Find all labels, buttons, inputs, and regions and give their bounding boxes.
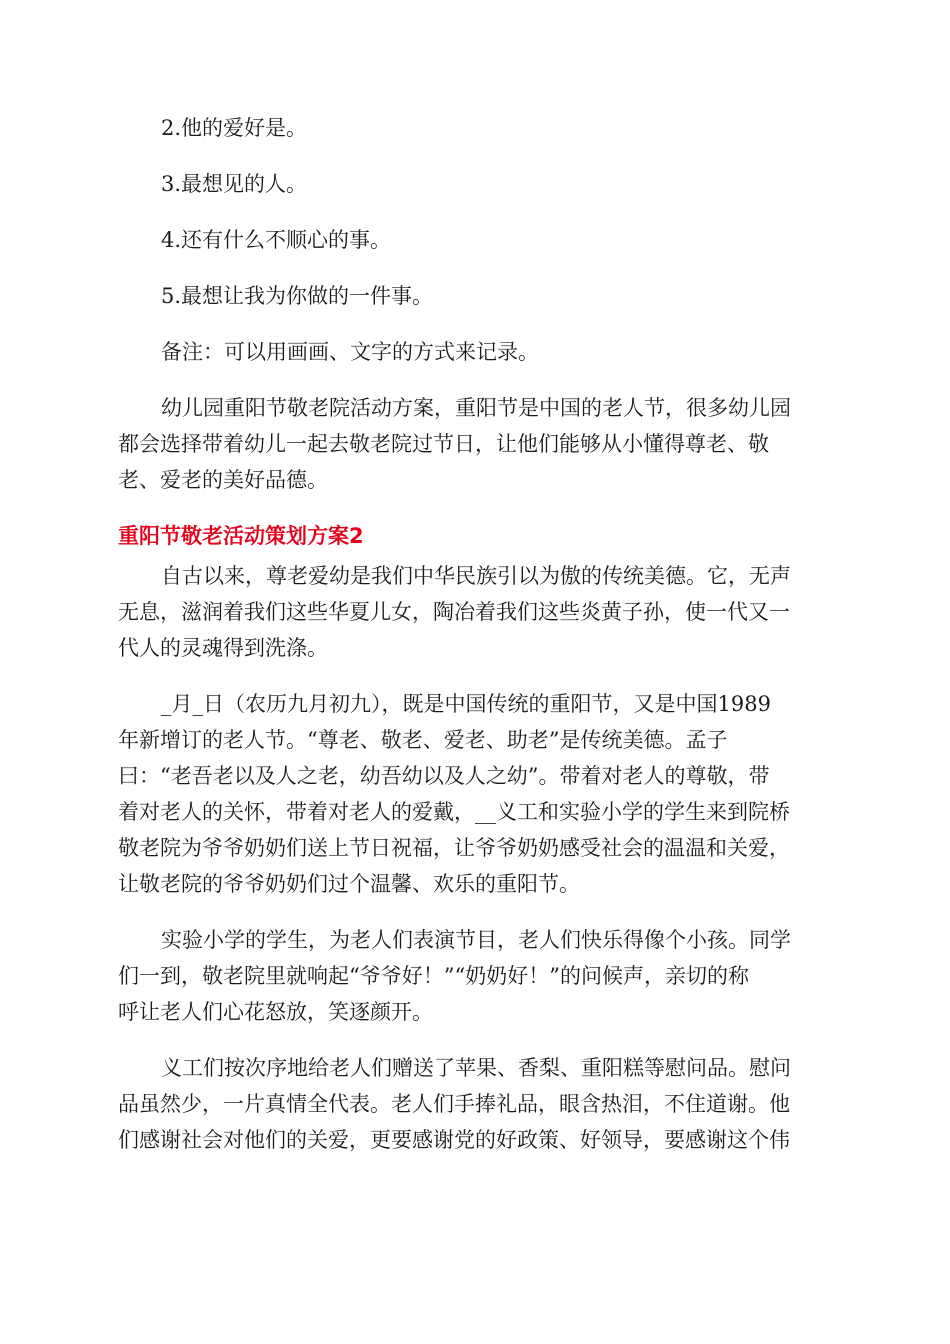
list-item: 5.最想让我为你做的一件事。: [161, 284, 434, 308]
body-paragraph: [118, 922, 834, 1030]
paragraph-line: 幼儿园重阳节敬老院活动方案，重阳节是中国的老人节，很多幼儿园: [161, 396, 791, 420]
paragraph-line: 义工们按次序地给老人们赠送了苹果、香梨、重阳糕等慰问品。慰问: [161, 1056, 791, 1080]
paragraph-line: 自古以来，尊老爱幼是我们中华民族引以为傲的传统美德。它，无声: [161, 564, 791, 588]
paragraph-line: 代人的灵魂得到洗涤。: [118, 636, 328, 660]
paragraph-line: 呼让老人们心花怒放，笑逐颜开。: [118, 1000, 433, 1024]
paragraph-line: 无息，滋润着我们这些华夏儿女，陶冶着我们这些炎黄子孙，使一代又一: [118, 600, 790, 624]
paragraph-line: 都会选择带着幼儿一起去敬老院过节日，让他们能够从小懂得尊老、敬: [118, 432, 769, 456]
paragraph-line: 敬老院为爷爷奶奶们送上节日祝福，让爷爷奶奶感受社会的温温和关爱，: [118, 836, 790, 860]
document-page: [118, 110, 834, 1178]
paragraph-line: 让敬老院的爷爷奶奶们过个温馨、欢乐的重阳节。: [118, 872, 580, 896]
list-item: 3.最想见的人。: [161, 172, 308, 196]
intro-paragraph: [118, 390, 834, 498]
paragraph-line: 们一到，敬老院里就响起“爷爷好！”“奶奶好！”的问候声，亲切的称: [118, 964, 749, 988]
list-item: 4.还有什么不顺心的事。: [161, 228, 392, 252]
list-item: 2.他的爱好是。: [161, 116, 308, 140]
body-paragraph: [118, 1050, 834, 1158]
paragraph-line: _月_日（农历九月初九），既是中国传统的重阳节，又是中国1989: [161, 692, 771, 716]
paragraph-line: 们感谢社会对他们的关爱，更要感谢党的好政策、好领导，要感谢这个伟: [118, 1128, 790, 1152]
paragraph-line: 品虽然少，一片真情全代表。老人们手捧礼品，眼含热泪，不住道谢。他: [118, 1092, 790, 1116]
paragraph-line: 老、爱老的美好品德。: [118, 468, 328, 492]
paragraph-line: 年新增订的老人节。“尊老、敬老、爱老、助老”是传统美德。孟子: [118, 728, 728, 752]
section-heading: 重阳节敬老活动策划方案2: [118, 524, 364, 548]
body-paragraph: [118, 686, 834, 902]
paragraph-line: 曰：“老吾老以及人之老，幼吾幼以及人之幼”。带着对老人的尊敬，带: [118, 764, 770, 788]
remark-line: 备注：可以用画画、文字的方式来记录。: [161, 340, 539, 364]
paragraph-line: 实验小学的学生，为老人们表演节目，老人们快乐得像个小孩。同学: [161, 928, 791, 952]
paragraph-line: 着对老人的关怀，带着对老人的爱戴，__义工和实验小学的学生来到院桥: [118, 800, 790, 824]
body-paragraph: [118, 558, 834, 666]
